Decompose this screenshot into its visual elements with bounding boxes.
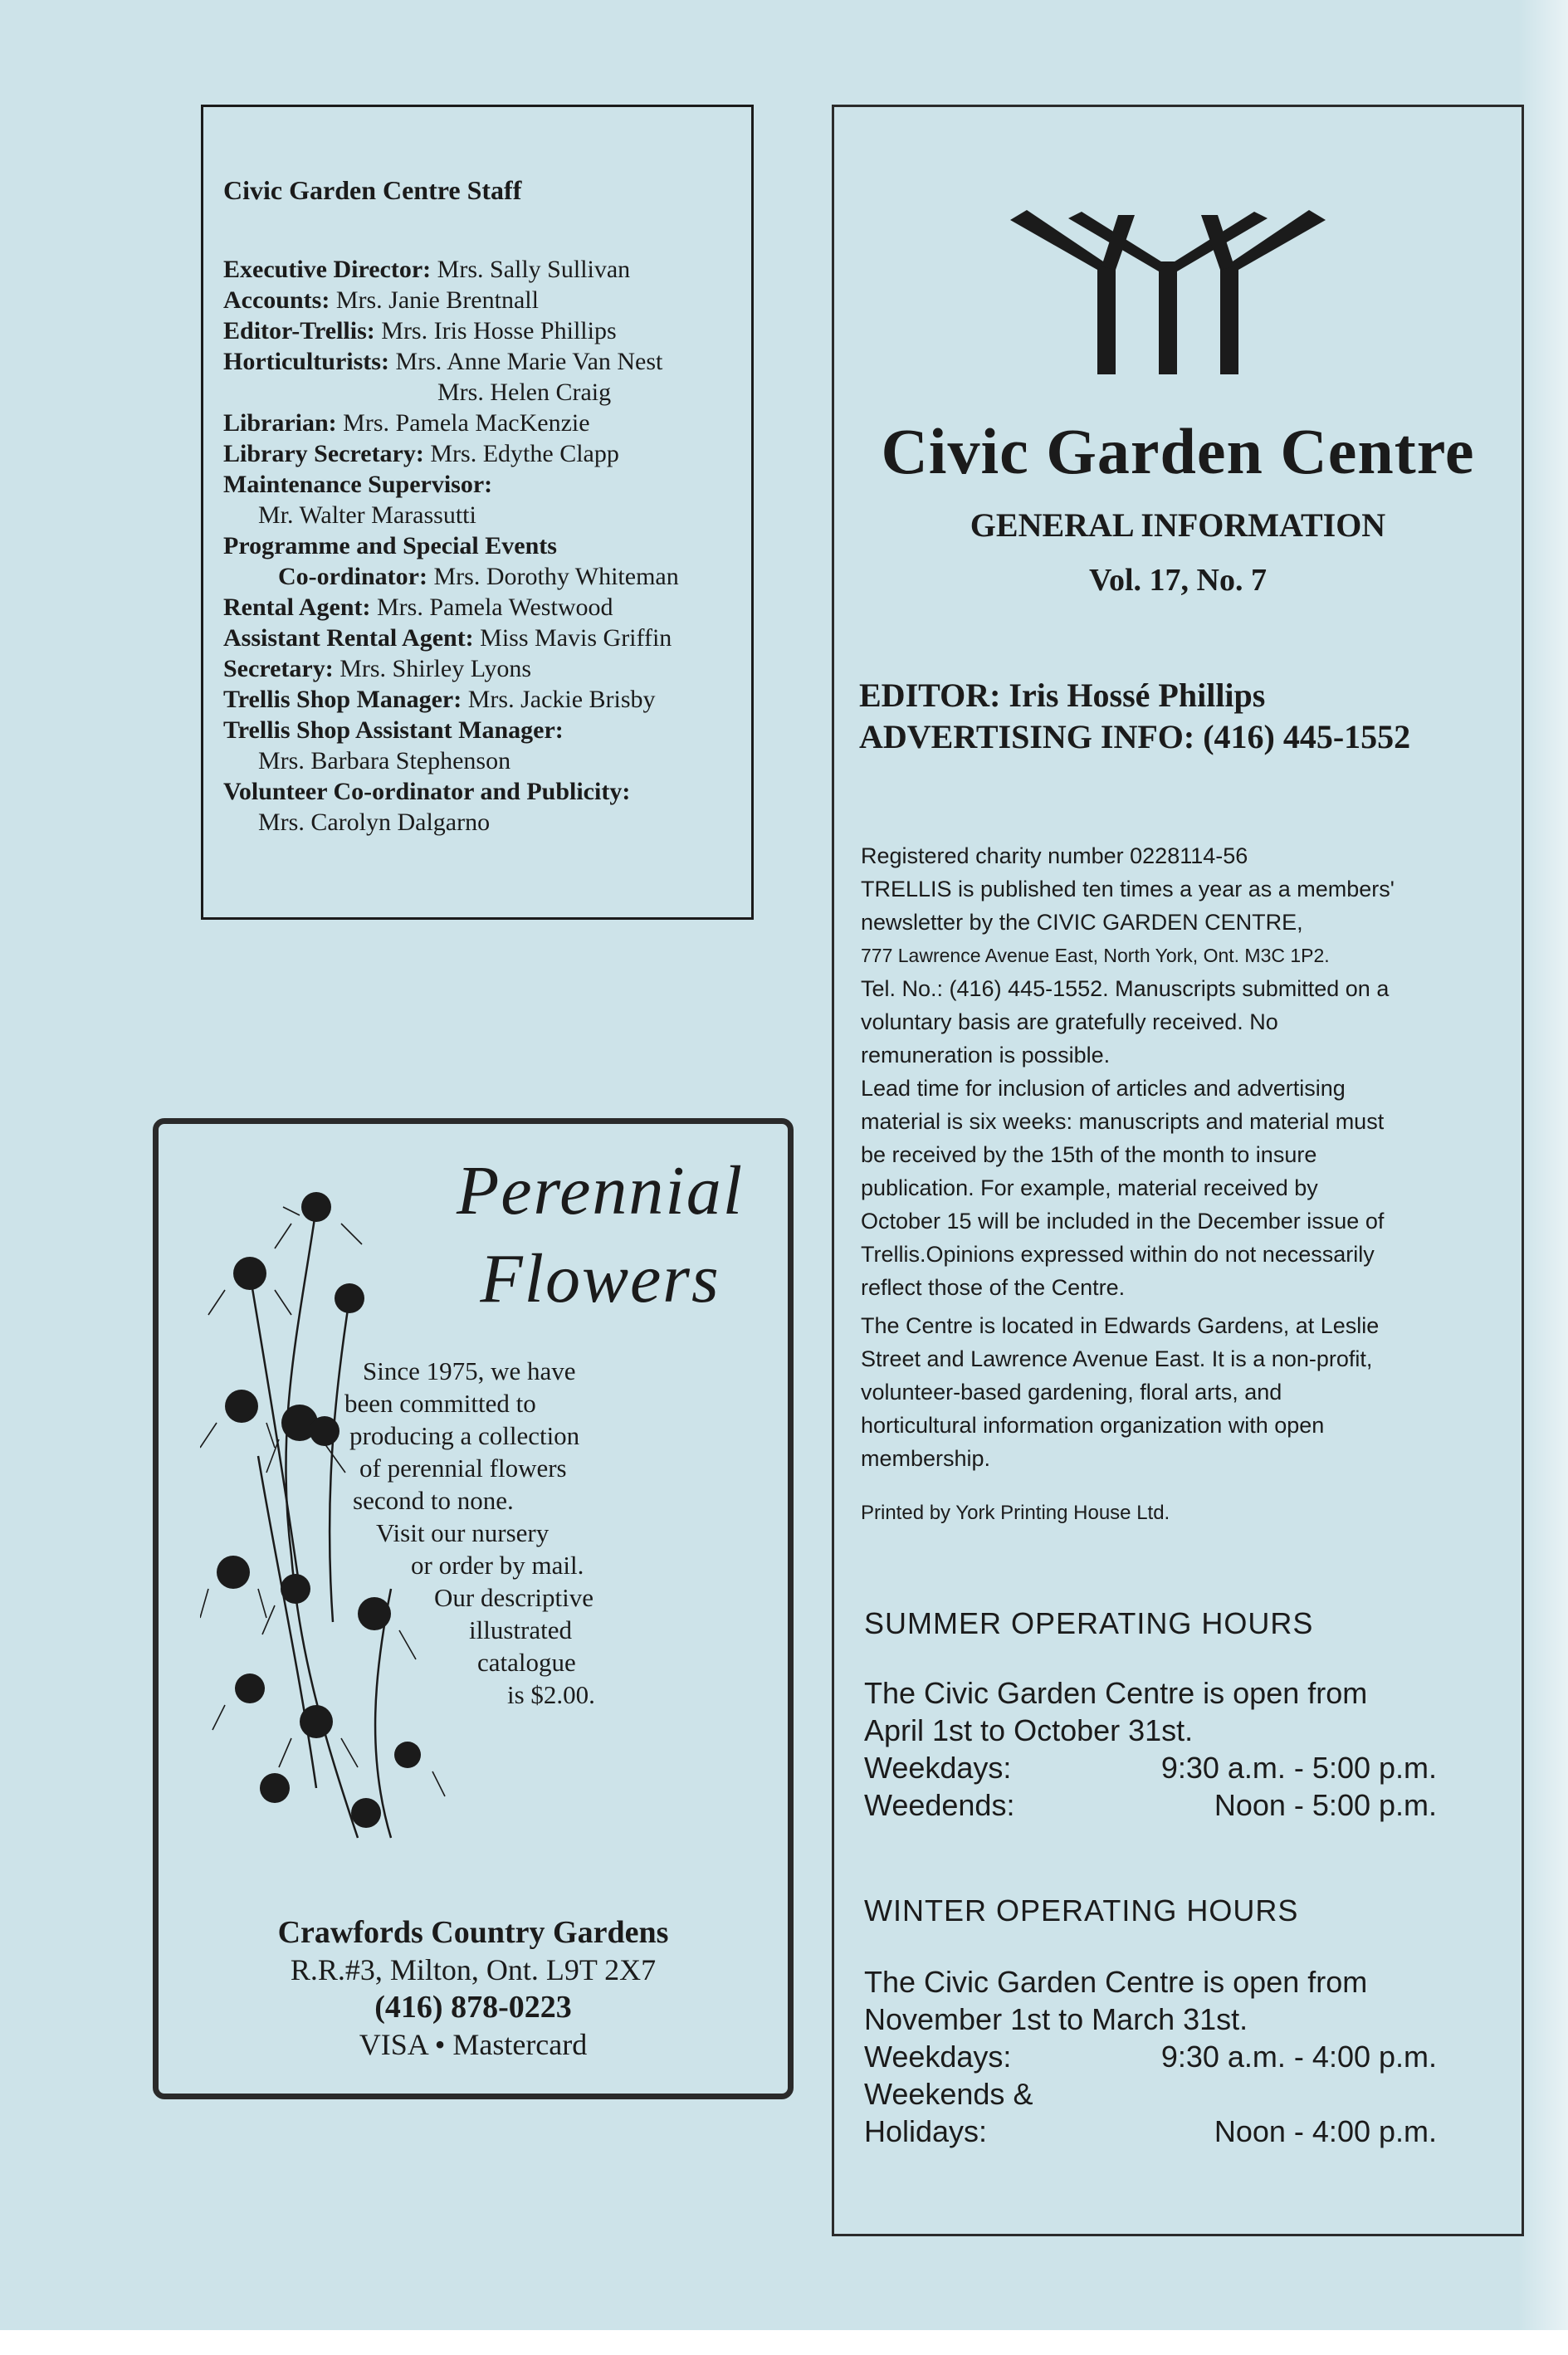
ad-line: is $2.00.: [507, 1680, 595, 1709]
business-name: Crawfords Country Gardens: [277, 1915, 669, 1950]
summer-hours: [864, 1674, 1437, 1824]
staff-row: [223, 745, 751, 776]
desc-line: reflect those of the Centre.: [861, 1275, 1126, 1300]
staff-role: Co-ordinator:: [278, 563, 427, 590]
staff-member: Mrs. Shirley Lyons: [333, 655, 532, 682]
advertisement-box: [153, 1118, 794, 2099]
staff-member: Mrs. Iris Hosse Phillips: [374, 317, 617, 344]
hours-label: Weedends:: [864, 1788, 1015, 1822]
staff-row: [223, 653, 751, 684]
hours-label: Holidays:: [864, 2114, 988, 2148]
trellis-logo-icon: [1010, 203, 1326, 378]
summer-hours-heading: SUMMER OPERATING HOURS: [864, 1606, 1314, 1640]
editor-line: EDITOR: Iris Hossé Phillips: [859, 677, 1266, 714]
hours-label: Weekdays:: [864, 1751, 1012, 1785]
staff-role: Assistant Rental Agent:: [223, 624, 474, 652]
ad-contact: [159, 1914, 788, 2064]
winter-hours: [864, 1963, 1437, 2150]
ad-line: Since 1975, we have: [363, 1356, 576, 1385]
staff-title: Civic Garden Centre Staff: [223, 175, 522, 205]
weekday-hours-row: [864, 1749, 1437, 1786]
staff-role: Library Secretary:: [223, 440, 424, 467]
desc-line: material is six weeks: manuscripts and material must: [861, 1109, 1385, 1134]
desc-line: publication. For example, material received by: [861, 1175, 1318, 1200]
weekend-hours-row: [864, 2113, 1437, 2150]
staff-role: Volunteer Co-ordinator and Publicity:: [223, 778, 631, 805]
hours-intro: April 1st to October 31st.: [864, 1713, 1194, 1747]
ad-line: of perennial flowers: [359, 1454, 567, 1483]
staff-row: [223, 438, 751, 469]
staff-row: [223, 561, 751, 592]
weekend-hours-row: [864, 1786, 1437, 1824]
staff-member: Mrs. Barbara Stephenson: [258, 747, 511, 774]
hours-intro: The Civic Garden Centre is open from: [864, 1676, 1368, 1710]
ad-line: illustrated: [469, 1615, 572, 1644]
hours-label: Weekends &: [864, 2077, 1033, 2111]
staff-role: Programme and Special Events: [223, 532, 557, 559]
general-info-box: [832, 105, 1524, 2236]
payment-cards: VISA • Mastercard: [359, 2028, 588, 2061]
business-address: R.R.#3, Milton, Ont. L9T 2X7: [290, 1953, 657, 1986]
staff-role: Horticulturists:: [223, 348, 389, 375]
staff-row: [223, 254, 751, 285]
staff-member: Mrs. Carolyn Dalgarno: [258, 809, 491, 836]
staff-row: [223, 285, 751, 315]
desc-line: Registered charity number 0228114-56: [861, 843, 1248, 868]
staff-list: [223, 254, 751, 838]
hours-value: 9:30 a.m. - 5:00 p.m.: [1160, 1751, 1437, 1785]
weekday-hours-row: [864, 2038, 1437, 2075]
ad-line: catalogue: [477, 1648, 576, 1677]
ad-line: been committed to: [344, 1389, 536, 1418]
volume-number: Vol. 17, No. 7: [1089, 563, 1267, 598]
staff-row: [223, 530, 751, 561]
staff-role: Trellis Shop Manager:: [223, 686, 462, 713]
ad-line: producing a collection: [349, 1421, 580, 1450]
staff-row: [223, 500, 751, 530]
staff-row: [223, 684, 751, 715]
hours-label: Weekdays:: [864, 2040, 1012, 2074]
staff-role: Secretary:: [223, 655, 334, 682]
staff-member: Mrs. Sally Sullivan: [431, 256, 631, 283]
staff-row: [223, 408, 751, 438]
ad-title-line: Perennial: [456, 1152, 745, 1229]
paper-edge: [1518, 0, 1568, 2355]
business-phone: (416) 878-0223: [374, 1990, 572, 2025]
staff-row: [223, 315, 751, 346]
location-description: [861, 1309, 1379, 1475]
publication-description: [861, 839, 1517, 1304]
staff-box: [201, 105, 754, 920]
staff-member: Mrs. Pamela MacKenzie: [336, 409, 590, 437]
desc-line: Lead time for inclusion of articles and advertising: [861, 1076, 1346, 1101]
ad-line: second to none.: [353, 1486, 514, 1515]
hours-value: 9:30 a.m. - 4:00 p.m.: [1160, 2040, 1437, 2074]
ad-title: [418, 1147, 783, 1323]
hours-intro: November 1st to March 31st.: [864, 2002, 1248, 2036]
ad-line: Our descriptive: [434, 1583, 593, 1612]
advertising-line: ADVERTISING INFO: (416) 445-1552: [859, 718, 1411, 755]
loc-line: Street and Lawrence Avenue East. It is a non-profit,: [861, 1346, 1373, 1371]
loc-line: horticultural information organization with open: [861, 1413, 1325, 1438]
staff-row: [223, 592, 751, 623]
staff-role: Maintenance Supervisor:: [223, 471, 493, 498]
ad-title-line: Flowers: [480, 1240, 720, 1317]
desc-line: TRELLIS is published ten times a year as a members': [861, 877, 1395, 901]
staff-member: Mrs. Helen Craig: [437, 379, 612, 406]
loc-line: volunteer-based gardening, floral arts, and: [861, 1380, 1282, 1405]
staff-member: Miss Mavis Griffin: [473, 624, 672, 652]
staff-member: Mrs. Pamela Westwood: [370, 594, 613, 621]
staff-role: Editor-Trellis:: [223, 317, 375, 344]
ad-line: or order by mail.: [411, 1551, 584, 1580]
hours-value: Noon - 5:00 p.m.: [1214, 1788, 1437, 1822]
desc-line: be received by the 15th of the month to insure: [861, 1142, 1317, 1167]
desc-line: remuneration is possible.: [861, 1043, 1111, 1068]
staff-role: Trellis Shop Assistant Manager:: [223, 716, 564, 744]
editor-block: [859, 675, 1410, 758]
winter-hours-heading: WINTER OPERATING HOURS: [864, 1893, 1299, 1927]
general-information-heading: GENERAL INFORMATION: [970, 506, 1386, 544]
staff-row: [223, 715, 751, 745]
staff-role: Accounts:: [223, 286, 330, 314]
desc-line: 777 Lawrence Avenue East, North York, Ont. M3C 1P2.: [861, 945, 1330, 966]
staff-member: Mr. Walter Marassutti: [258, 501, 476, 529]
staff-member: Mrs. Dorothy Whiteman: [427, 563, 679, 590]
staff-role: Librarian:: [223, 409, 337, 437]
staff-row: [223, 807, 751, 838]
staff-member: Mrs. Anne Marie Van Nest: [388, 348, 663, 375]
org-name: Civic Garden Centre: [881, 415, 1475, 487]
loc-line: membership.: [861, 1446, 991, 1471]
ad-line: Visit our nursery: [376, 1518, 550, 1547]
staff-role: Executive Director:: [223, 256, 432, 283]
desc-line: Tel. No.: (416) 445-1552. Manuscripts submitted on a: [861, 976, 1390, 1001]
ad-body: [341, 1355, 715, 1711]
loc-line: The Centre is located in Edwards Gardens, at Leslie: [861, 1313, 1380, 1338]
staff-role: Rental Agent:: [223, 594, 371, 621]
desc-line: newsletter by the CIVIC GARDEN CENTRE,: [861, 910, 1303, 935]
page-bottom-margin: [0, 2330, 1568, 2355]
desc-line: voluntary basis are gratefully received. No: [861, 1009, 1278, 1034]
hours-intro: The Civic Garden Centre is open from: [864, 1965, 1368, 1999]
staff-row: [223, 377, 751, 408]
desc-line: October 15 will be included in the December issue of: [861, 1209, 1385, 1234]
staff-member: Mrs. Jackie Brisby: [462, 686, 656, 713]
staff-member: Mrs. Edythe Clapp: [423, 440, 619, 467]
staff-row: [223, 776, 751, 807]
staff-row: [223, 469, 751, 500]
desc-line: Trellis.Opinions expressed within do not necessarily: [861, 1242, 1375, 1267]
printer-credit: Printed by York Printing House Ltd.: [861, 1502, 1170, 1524]
hours-value: Noon - 4:00 p.m.: [1214, 2114, 1437, 2148]
staff-row: [223, 346, 751, 377]
staff-row: [223, 623, 751, 653]
staff-member: Mrs. Janie Brentnall: [330, 286, 539, 314]
